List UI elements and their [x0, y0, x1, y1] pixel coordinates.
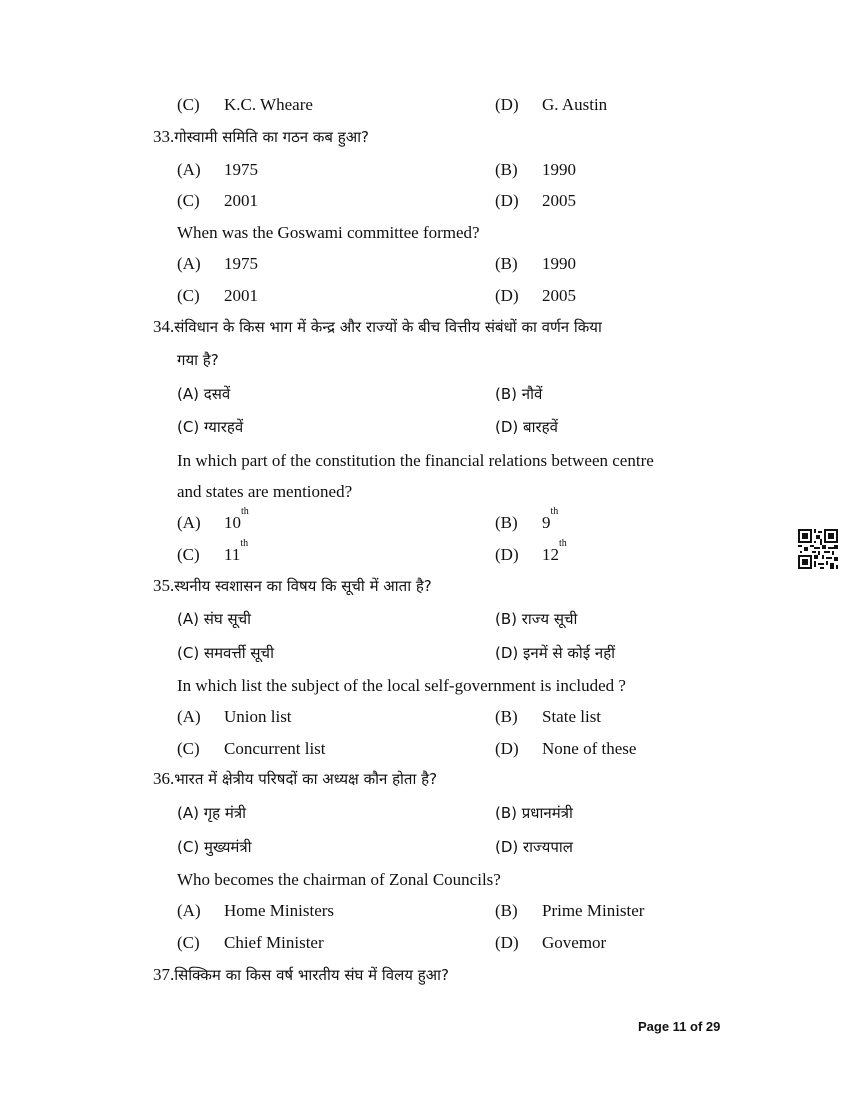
q35-hindi-question: 35.स्थनीय स्वशासन का विषय कि सूची में आता है?	[153, 576, 432, 595]
q34-english-question: In which part of the constitution the financial relations between centre	[177, 451, 654, 470]
q36-english-question: Who becomes the chairman of Zonal Councils?	[177, 870, 501, 889]
page-number: Page 11 of 29	[638, 1019, 721, 1034]
q34-hi-option-d: (D) बारहवें	[495, 418, 558, 436]
q35-english-question: In which list the subject of the local self-government is included ?	[177, 676, 626, 695]
q34-hindi-question: 34.संविधान के किस भाग में केन्द्र और राज्यों के बीच वित्तीय संबंधों का वर्णन किया	[153, 317, 602, 336]
qr-code-icon	[798, 529, 838, 569]
q36-en-option-d: (D) Govemor	[495, 933, 607, 952]
q37-hindi-question: 37.सिक्किम का किस वर्ष भारतीय संघ में विलय हुआ?	[153, 965, 449, 984]
q33-english-question: When was the Goswami committee formed?	[177, 223, 480, 242]
q36-hi-option-d: (D) राज्यपाल	[495, 838, 573, 856]
q34-hi-option-b: (B) नौवें	[495, 385, 543, 403]
q35-hi-option-c: (C) समवर्त्ती सूची	[177, 644, 274, 662]
q36-en-option-c: (C) Chief Minister	[177, 933, 324, 952]
q36-hi-option-a: (A) गृह मंत्री	[177, 804, 247, 822]
q33-hi-option-a: (A) 1975	[177, 160, 258, 179]
q34-hi-option-c: (C) ग्यारहवें	[177, 418, 244, 436]
q33-en-option-a: (A) 1975	[177, 254, 258, 273]
q34-english-question-line2: and states are mentioned?	[177, 482, 353, 501]
q34-en-option-a: (A) 10 th	[177, 506, 249, 532]
q32-option-c: (C) K.C. Wheare	[177, 95, 313, 114]
q35-hi-option-b: (B) राज्य सूची	[495, 610, 578, 628]
q34-en-option-b: (B) 9 th	[495, 506, 559, 532]
q35-en-option-c: (C) Concurrent list	[177, 739, 326, 758]
q34-hindi-question-line2: गया है?	[177, 351, 219, 369]
q33-hi-option-c: (C) 2001	[177, 191, 258, 210]
q36-hi-option-c: (C) मुख्यमंत्री	[177, 838, 252, 856]
q33-en-option-d: (D) 2005	[495, 286, 576, 305]
q34-en-option-d: (D) 12 th	[495, 538, 567, 564]
q35-hi-option-d: (D) इनमें से कोई नहीं	[495, 644, 616, 662]
q34-hi-option-a: (A) दसवें	[177, 385, 231, 403]
q34-en-option-c: (C) 11 th	[177, 538, 249, 564]
q33-en-option-c: (C) 2001	[177, 286, 258, 305]
q33-hi-option-b: (B) 1990	[495, 160, 576, 179]
q35-en-option-d: (D) None of these	[495, 739, 637, 758]
q35-hi-option-a: (A) संघ सूची	[177, 610, 252, 628]
q33-en-option-b: (B) 1990	[495, 254, 576, 273]
q35-en-option-a: (A) Union list	[177, 707, 292, 726]
q33-hi-option-d: (D) 2005	[495, 191, 576, 210]
q36-en-option-a: (A) Home Ministers	[177, 901, 335, 920]
q36-hi-option-b: (B) प्रधानमंत्री	[495, 804, 573, 822]
q36-en-option-b: (B) Prime Minister	[495, 901, 645, 920]
q32-option-d: (D) G. Austin	[495, 95, 608, 114]
q35-en-option-b: (B) State list	[495, 707, 602, 726]
q33-hindi-question: 33.गोस्वामी समिति का गठन कब हुआ?	[153, 127, 369, 146]
q36-hindi-question: 36.भारत में क्षेत्रीय परिषदों का अध्यक्ष कौन होता है?	[153, 769, 438, 788]
